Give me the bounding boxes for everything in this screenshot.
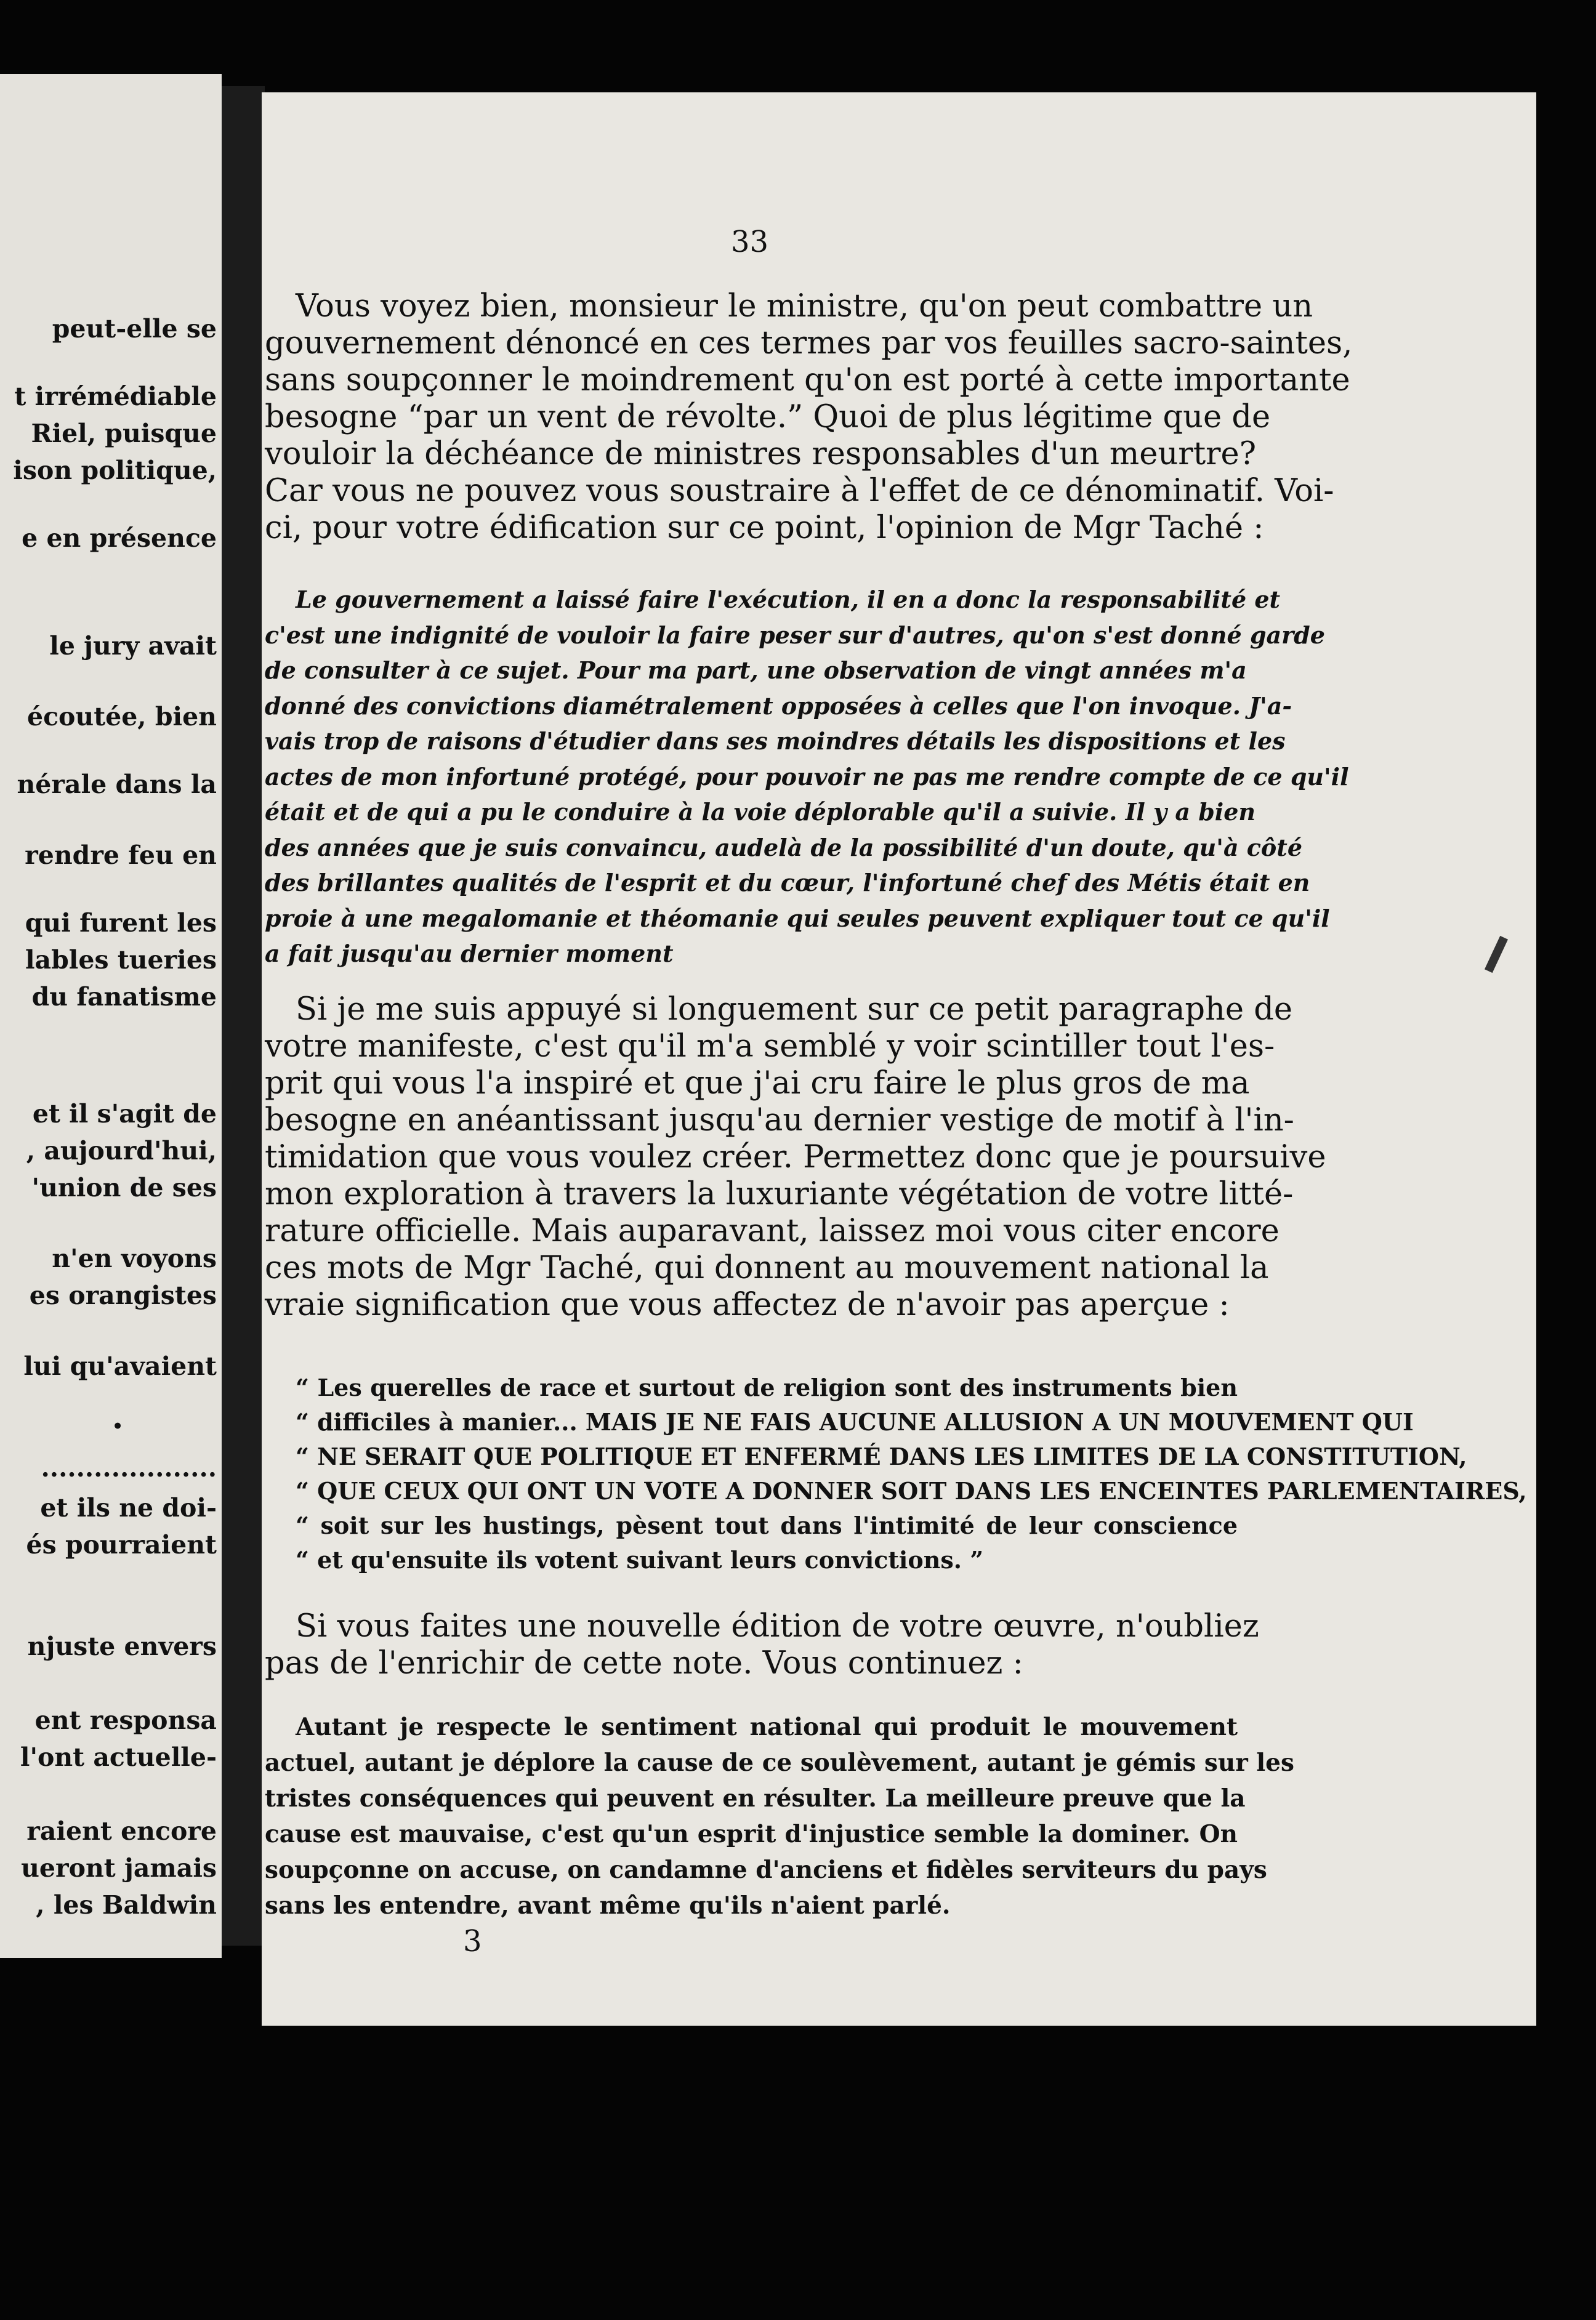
text-line: actuel, autant je déplore la cause de ce soulèvement, autant je gémis sur les xyxy=(265,1749,1294,1777)
text-line: Si vous faites une nouvelle édition de votre œuvre, n'oubliez xyxy=(296,1608,1259,1645)
left-line: njuste envers xyxy=(27,1632,217,1661)
text-line: sans soupçonner le moindrement qu'on est porté à cette importante xyxy=(265,362,1350,398)
left-line: e en présence xyxy=(22,523,217,553)
text-line: ci, pour votre édification sur ce point, l'opinion de Mgr Taché : xyxy=(265,510,1264,546)
text-line: ces mots de Mgr Taché, qui donnent au mouvement national la xyxy=(265,1250,1269,1286)
left-line: , les Baldwin xyxy=(36,1890,217,1920)
text-line: vraie signification que vous affectez de n'avoir pas aperçue : xyxy=(265,1287,1230,1323)
left-line: du fanatisme xyxy=(31,982,217,1012)
left-line: nérale dans la xyxy=(17,770,217,799)
text-line: vouloir la déchéance de ministres responsables d'un meurtre? xyxy=(265,436,1257,472)
text-line: “ NE SERAIT QUE POLITIQUE ET ENFERMÉ DANS LES LIMITES DE LA CONSTITUTION, xyxy=(296,1443,1467,1470)
quote-tache-italic xyxy=(265,582,1349,972)
text-line: soupçonne on accuse, on candamne d'anciens et fidèles serviteurs du pays xyxy=(265,1856,1267,1884)
left-page-fragment xyxy=(0,74,222,1958)
text-line: tristes conséquences qui peuvent en résulter. La meilleure preuve que la xyxy=(265,1784,1246,1813)
text-line: prit qui vous l'a inspiré et que j'ai cru faire le plus gros de ma xyxy=(265,1065,1250,1102)
text-line: des brillantes qualités de l'esprit et du cœur, l'infortuné chef des Métis était en xyxy=(265,869,1310,896)
quote-manifesto xyxy=(265,1709,1294,1923)
left-line: ent responsa xyxy=(34,1706,217,1735)
text-line: “ soit sur les hustings, pèsent tout dans l'intimité de leur conscience xyxy=(296,1512,1238,1539)
text-line: “ QUE CEUX QUI ONT UN VOTE A DONNER SOIT DANS LES ENCEINTES PARLEMENTAIRES, xyxy=(296,1477,1527,1505)
text-line: “ et qu'ensuite ils votent suivant leurs convictions. ” xyxy=(296,1546,984,1574)
text-line: c'est une indignité de vouloir la faire peser sur d'autres, qu'on s'est donné garde xyxy=(265,621,1325,649)
left-line: lables tueries xyxy=(25,945,217,975)
paragraph-2 xyxy=(265,991,1326,1324)
left-line: lui qu'avaient xyxy=(23,1351,217,1381)
left-line: l'ont actuelle- xyxy=(20,1742,217,1772)
left-line: , aujourd'hui, xyxy=(26,1136,217,1166)
text-line: sans les entendre, avant même qu'ils n'aient parlé. xyxy=(265,1891,951,1920)
left-line: écoutée, bien xyxy=(26,702,217,731)
text-line: Car vous ne pouvez vous soustraire à l'effet de ce dénominatif. Voi- xyxy=(265,473,1334,509)
page-number: 33 xyxy=(731,225,769,259)
text-line: “ difficiles à manier... MAIS JE NE FAIS AUCUNE ALLUSION A UN MOUVEMENT QUI xyxy=(296,1408,1414,1436)
text-line: cause est mauvaise, c'est qu'un esprit d'injustice semble la dominer. On xyxy=(265,1820,1238,1848)
paragraph-3 xyxy=(265,1608,1259,1682)
left-line: • xyxy=(112,1416,123,1436)
left-line: et ils ne doi- xyxy=(40,1493,217,1523)
text-line: gouvernement dénoncé en ces termes par vos feuilles sacro-saintes, xyxy=(265,325,1353,361)
text-line: de consulter à ce sujet. Pour ma part, une observation de vingt années m'a xyxy=(265,656,1247,684)
left-line: et il s'agit de xyxy=(32,1099,217,1129)
text-line: proie à une megalomanie et théomanie qui seules peuvent expliquer tout ce qu'il xyxy=(265,904,1330,932)
text-line: Vous voyez bien, monsieur le ministre, qu'on peut combattre un xyxy=(296,288,1313,324)
left-line: es orangistes xyxy=(29,1281,217,1310)
text-line: Autant je respecte le sentiment national qui produit le mouvement xyxy=(296,1713,1238,1741)
left-line: ueront jamais xyxy=(21,1853,217,1883)
text-line: donné des convictions diamétralement opposées à celles que l'on invoque. J'a- xyxy=(265,691,1292,720)
text-line: votre manifeste, c'est qu'il m'a semblé y voir scintiller tout l'es- xyxy=(265,1028,1275,1065)
paragraph-1 xyxy=(265,288,1353,547)
signature-number: 3 xyxy=(463,1924,482,1959)
left-line: Riel, puisque xyxy=(31,419,217,448)
left-line: 'union de ses xyxy=(31,1173,217,1202)
text-line: Le gouvernement a laissé faire l'exécution, il en a donc la responsabilité et xyxy=(296,586,1281,613)
left-line: n'en voyons xyxy=(52,1244,217,1273)
text-line: vais trop de raisons d'étudier dans ses moindres détails les dispositions et les xyxy=(265,727,1286,755)
left-line: rendre feu en xyxy=(25,840,217,870)
left-line: qui furent les xyxy=(25,908,217,938)
text-line: besogne en anéantissant jusqu'au dernier vestige de motif à l'in- xyxy=(265,1102,1294,1138)
text-line: Si je me suis appuyé si longuement sur ce petit paragraphe de xyxy=(296,991,1293,1028)
left-line: és pourraient xyxy=(26,1530,217,1560)
left-line: peut-elle se xyxy=(52,314,217,344)
text-line: besogne “par un vent de révolte.” Quoi de plus légitime que de xyxy=(265,399,1271,435)
text-line: “ Les querelles de race et surtout de religion sont des instruments bien xyxy=(296,1374,1238,1401)
text-line: était et de qui a pu le conduire à la voie déplorable qu'il a suivie. Il y a bien xyxy=(265,798,1256,826)
quote-tache-2 xyxy=(265,1371,1527,1577)
text-line: des années que je suis convaincu, audelà de la possibilité d'un doute, qu'à côté xyxy=(265,833,1303,861)
left-line: t irrémédiable xyxy=(14,382,217,411)
text-line: actes de mon infortuné protégé, pour pouvoir ne pas me rendre compte de ce qu'il xyxy=(265,762,1349,791)
text-line: mon exploration à travers la luxuriante végétation de votre litté- xyxy=(265,1176,1294,1212)
left-line: .................... xyxy=(41,1453,217,1483)
left-line: ison politique, xyxy=(13,456,217,485)
ink-mark xyxy=(1485,936,1508,973)
left-line: raient encore xyxy=(26,1816,217,1846)
text-line: pas de l'enrichir de cette note. Vous continuez : xyxy=(265,1645,1023,1682)
text-line: timidation que vous voulez créer. Permettez donc que je poursuive xyxy=(265,1139,1326,1175)
text-line: a fait jusqu'au dernier moment xyxy=(265,940,674,967)
text-line: rature officielle. Mais auparavant, laissez moi vous citer encore xyxy=(265,1213,1280,1249)
left-line: le jury avait xyxy=(49,631,217,661)
book-spine xyxy=(222,86,265,1946)
